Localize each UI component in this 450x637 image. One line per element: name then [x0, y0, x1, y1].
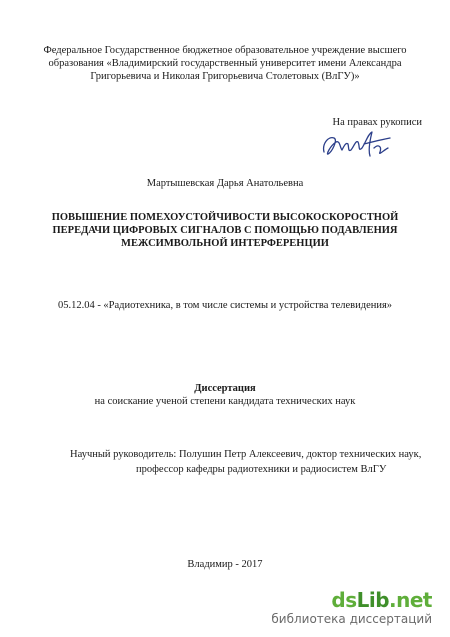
supervisor-line-1: Научный руководитель: Полушин Петр Алексеевич, доктор технических наук, [70, 449, 422, 460]
dissertation-subheading: на соискание ученой степени кандидата технических наук [94, 396, 356, 407]
manuscript-note: На правах рукописи [332, 117, 422, 128]
watermark-subtitle: библиотека диссертаций [271, 612, 432, 626]
city-year: Владимир - 2017 [187, 559, 263, 570]
logo-net: .net [389, 588, 432, 612]
dissertation-title [40, 211, 410, 250]
supervisor-line-2: профессор кафедры радиотехники и радиосистем ВлГУ [136, 464, 387, 475]
specialty-code: 05.12.04 - «Радиотехника, в том числе системы и устройства телевидения» [57, 300, 393, 311]
title-line-3: МЕЖСИМВОЛЬНОЙ ИНТЕРФЕРЕНЦИИ [121, 238, 329, 249]
logo-ds: ds [331, 588, 357, 612]
title-line-2: ПЕРЕДАЧИ ЦИФРОВЫХ СИГНАЛОВ С ПОМОЩЬЮ ПОДАВЛЕНИЯ [52, 225, 398, 236]
dslib-watermark [271, 588, 438, 632]
title-line-1: ПОВЫШЕНИЕ ПОМЕХОУСТОЙЧИВОСТИ ВЫСОКОСКОРОСТНОЙ [51, 212, 399, 223]
logo-lib: Lib [356, 588, 390, 612]
institution-line-2: образования «Владимирский государственный университет имени Александра [48, 58, 402, 69]
dslib-logo [331, 588, 432, 612]
author-name: Мартышевская Дарья Анатольевна [146, 178, 304, 189]
institution-line-3: Григорьевича и Николая Григорьевича Столетовых (ВлГУ)» [90, 71, 360, 82]
handwritten-signature [318, 126, 398, 164]
dissertation-heading: Диссертация [194, 383, 256, 394]
institution-line-1: Федеральное Государственное бюджетное образовательное учреждение высшего [43, 45, 407, 56]
